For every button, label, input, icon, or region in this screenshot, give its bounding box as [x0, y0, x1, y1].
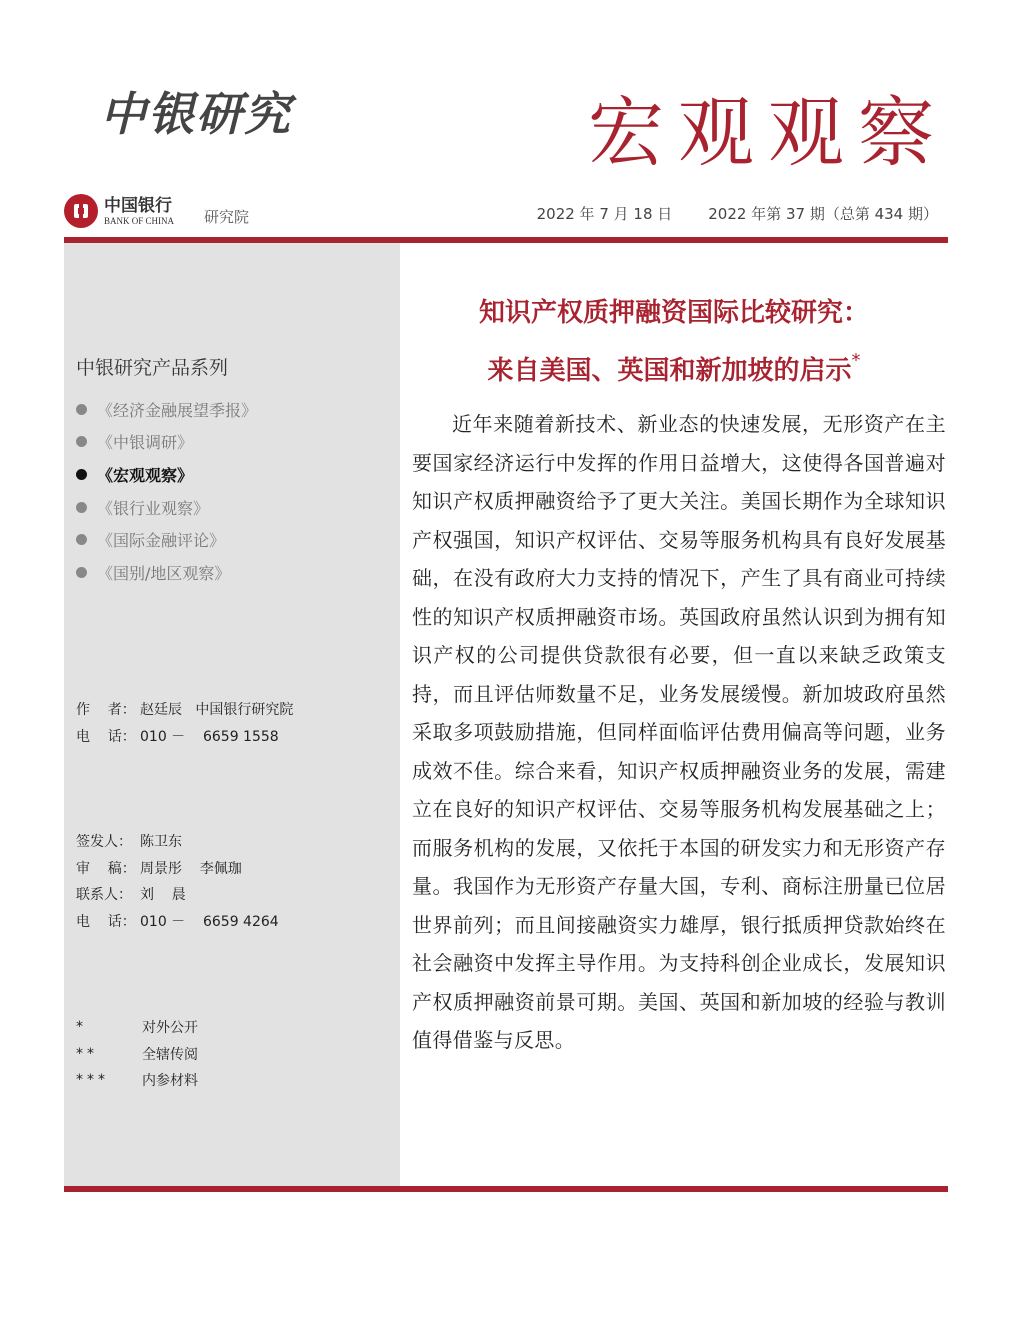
product-item: [76, 491, 257, 524]
product-label: 《银行业观察》: [97, 498, 210, 518]
product-label: 《宏观观察》: [97, 465, 194, 485]
header-meta: [537, 203, 938, 224]
author-value: 赵廷辰 中国银行研究院: [140, 702, 294, 719]
issue-number: 2022 年第 37 期（总第 434 期）: [708, 205, 938, 223]
reviewer-value: 周景彤 李佩珈: [140, 860, 242, 877]
bullet-icon: [76, 567, 87, 578]
signoff-info: [76, 828, 279, 934]
signer-label: 签发人：: [76, 834, 132, 851]
bank-logo: [64, 194, 174, 228]
signer-value: 陈卫东: [140, 834, 182, 851]
sidebar-heading: 中银研究产品系列: [76, 357, 229, 379]
product-item: [76, 426, 257, 459]
article-title-line-2: [400, 350, 948, 387]
phone-value: 010 － 6659 4264: [140, 913, 279, 930]
product-label: 《国际金融评论》: [97, 531, 226, 551]
product-item: [76, 556, 257, 589]
product-list: [76, 393, 257, 589]
product-item-active: [76, 458, 257, 491]
bank-name-en: BANK OF CHINA: [104, 215, 175, 226]
bullet-icon: [76, 404, 87, 415]
brand-calligraphy-logo: 中银研究: [100, 87, 292, 141]
article-abstract: 近年来随着新技术、新业态的快速发展，无形资产在主要国家经济运行中发挥的作用日益增大，这使得各国普遍对知识产权质押融资给予了更大关注。美国长期作为全球知识产权强国，知识产权评估、交易等服务机构具有良好发展基础，在没有政府大力支持的情况下，产生了具有商业可持续性的知识产权质押融资市场。英国政府虽然认识到为拥有知识产权的公司提供贷款很有必要，但一直以来缺乏政策支持，而且评估师数量不足，业务发展缓慢。新加坡政府虽然采取多项鼓励措施，但同样面临评估费用偏高等问题，业务成效不佳。综合来看，知识产权质押融资业务的发展，需建立在良好的知识产权评估、交易等服务机构发展基础之上；而服务机构的发展，又依托于本国的研发实力和无形资产存量。我国作为无形资产存量大国，专利、商标注册量已位居世界前列；而且间接融资实力雄厚，银行抵质押贷款始终在社会融资中发挥主导作用。为支持科创企业成长，发展知识产权质押融资前景可期。美国、英国和新加坡的经验与教训值得借鉴与反思。: [412, 412, 946, 1052]
product-item: [76, 393, 257, 426]
phone-label: 电 话：: [76, 913, 136, 930]
phone-label: 电 话：: [76, 728, 136, 745]
sidebar: [64, 243, 400, 1186]
bullet-icon: [76, 534, 87, 545]
bottom-divider: [64, 1186, 948, 1192]
institute-label: 研究院: [204, 208, 250, 226]
bullet-icon: [76, 502, 87, 513]
author-label: 作 者：: [76, 702, 136, 719]
secrecy-label: 对外公开: [142, 1020, 198, 1037]
contact-value: 刘 晨: [140, 887, 186, 904]
bullet-icon: [76, 469, 87, 480]
secrecy-legend: [76, 1014, 198, 1094]
bank-emblem-icon: [64, 194, 98, 228]
phone-value: 010 － 6659 1558: [140, 728, 279, 745]
product-item: [76, 523, 257, 556]
contact-label: 联系人：: [76, 887, 132, 904]
article-title-text: 来自美国、英国和新加坡的启示: [487, 356, 852, 386]
secrecy-mark: **: [76, 1045, 98, 1062]
reviewer-label: 审 稿：: [76, 860, 136, 877]
article-title-line-1: 知识产权质押融资国际比较研究：: [478, 298, 869, 328]
bank-name-cn: 中国银行: [104, 195, 172, 216]
secrecy-mark: *: [76, 1019, 87, 1036]
product-label: 《中银调研》: [97, 433, 194, 453]
secrecy-label: 全辖传阅: [142, 1046, 198, 1063]
secrecy-label: 内参材料: [142, 1073, 198, 1090]
secrecy-mark: ***: [76, 1072, 109, 1089]
publish-date: 2022 年 7 月 18 日: [536, 205, 673, 223]
product-label: 《经济金融展望季报》: [97, 400, 258, 420]
author-info: [76, 696, 293, 749]
series-title: 宏观观察: [588, 88, 948, 177]
footnote-mark: *: [851, 350, 861, 371]
product-label: 《国别/地区观察》: [97, 563, 231, 583]
bullet-icon: [76, 436, 87, 447]
